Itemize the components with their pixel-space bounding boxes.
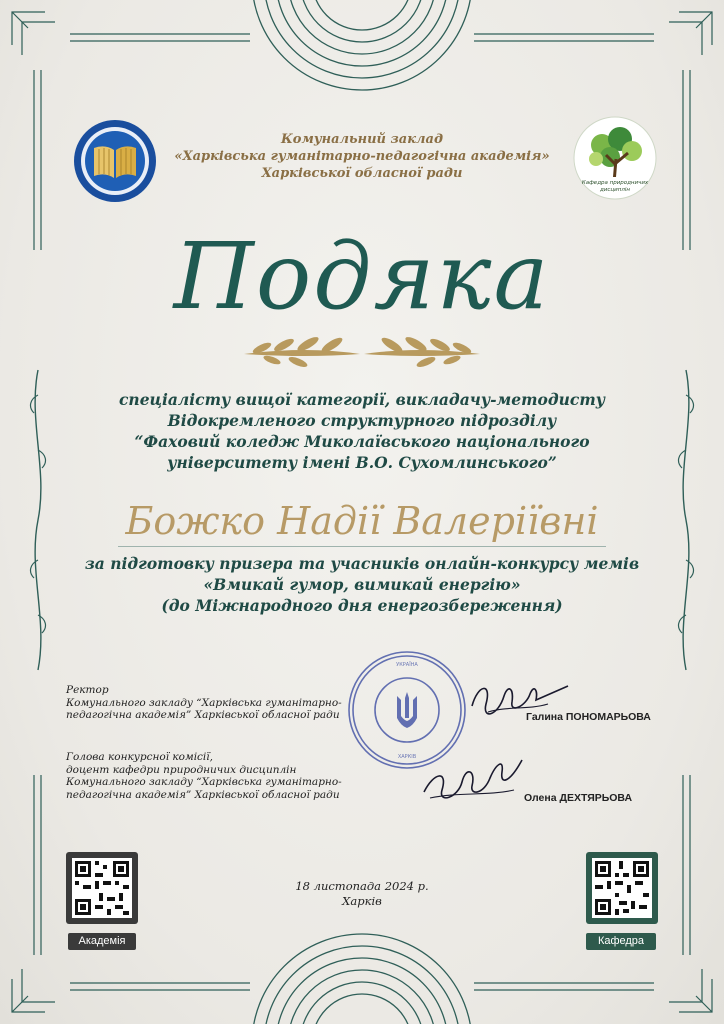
signatory-2-line-2: доцент кафедри природничих дисциплін bbox=[66, 763, 297, 776]
institution-header bbox=[0, 131, 724, 182]
laurel-icon bbox=[236, 334, 488, 370]
recipient-position-line-2: Відокремленого структурного підрозділу bbox=[167, 411, 557, 430]
institution-line-1: Комунальний заклад bbox=[280, 132, 444, 147]
institution-line-2: «Харківська гуманітарно-педагогічна академія» bbox=[174, 149, 550, 164]
svg-text:дисциплін: дисциплін bbox=[600, 187, 630, 193]
signatory-1-title: Ректор bbox=[66, 684, 109, 696]
recipient-position-line-4: університету імені В.О. Сухомлинського” bbox=[167, 453, 557, 472]
signatory-1-line-2: Комунального закладу “Харківська гуманітарно- bbox=[66, 696, 342, 709]
recipient-position-line-3: “Фаховий коледж Миколаївського національного bbox=[134, 432, 590, 451]
recipient-position-line-1: спеціалісту вищої категорії, викладачу-методисту bbox=[118, 390, 606, 409]
qr-code-icon bbox=[66, 852, 138, 924]
qr-left-label[interactable]: Академія bbox=[68, 933, 136, 950]
svg-text:ХАРКІВ: ХАРКІВ bbox=[397, 754, 417, 760]
signatory-2-block bbox=[66, 751, 386, 801]
signatory-2-name: Олена ДЕХТЯРЬОВА bbox=[524, 792, 633, 804]
svg-text:УКРАЇНА: УКРАЇНА bbox=[396, 662, 418, 668]
certificate-title: Подяка bbox=[173, 223, 551, 330]
signatory-2-line-3: Комунального закладу “Харківська гуманітарно- bbox=[66, 776, 342, 788]
qr-left-frame[interactable] bbox=[66, 852, 138, 924]
qr-right-frame[interactable] bbox=[586, 852, 658, 924]
signatory-2-title: Голова конкурсної комісії, bbox=[66, 751, 213, 763]
signatory-2-line-4: педагогічна академія” Харківської обласної ради bbox=[66, 788, 340, 801]
signatory-1-line-3: педагогічна академія” Харківської обласної ради bbox=[66, 709, 340, 721]
signature-2-icon bbox=[418, 752, 530, 810]
signatory-1-name: Галина ПОНОМАРЬОВА bbox=[526, 711, 651, 723]
recipient-position bbox=[0, 389, 724, 473]
reason-line-1: за підготовку призера та учасників онлайн-конкурсу мемів bbox=[84, 554, 640, 573]
name-underline bbox=[118, 546, 606, 547]
award-reason bbox=[0, 553, 724, 616]
svg-text:Кафедра природничих: Кафедра природничих bbox=[581, 180, 649, 186]
institution-line-3: Харківської обласної ради bbox=[261, 166, 463, 181]
qr-right-label[interactable]: Кафедра bbox=[586, 933, 656, 950]
city: Харків bbox=[342, 894, 382, 908]
qr-code-icon bbox=[586, 852, 658, 924]
reason-line-2: «Вмикай гумор, вимикай енергію» bbox=[203, 575, 521, 594]
recipient-name: Божко Надії Валеріївні bbox=[125, 499, 599, 543]
date: 18 листопада 2024 р. bbox=[295, 879, 429, 893]
signatory-1-block bbox=[66, 684, 366, 722]
reason-line-3: (до Міжнародного дня енергозбереження) bbox=[161, 596, 563, 615]
